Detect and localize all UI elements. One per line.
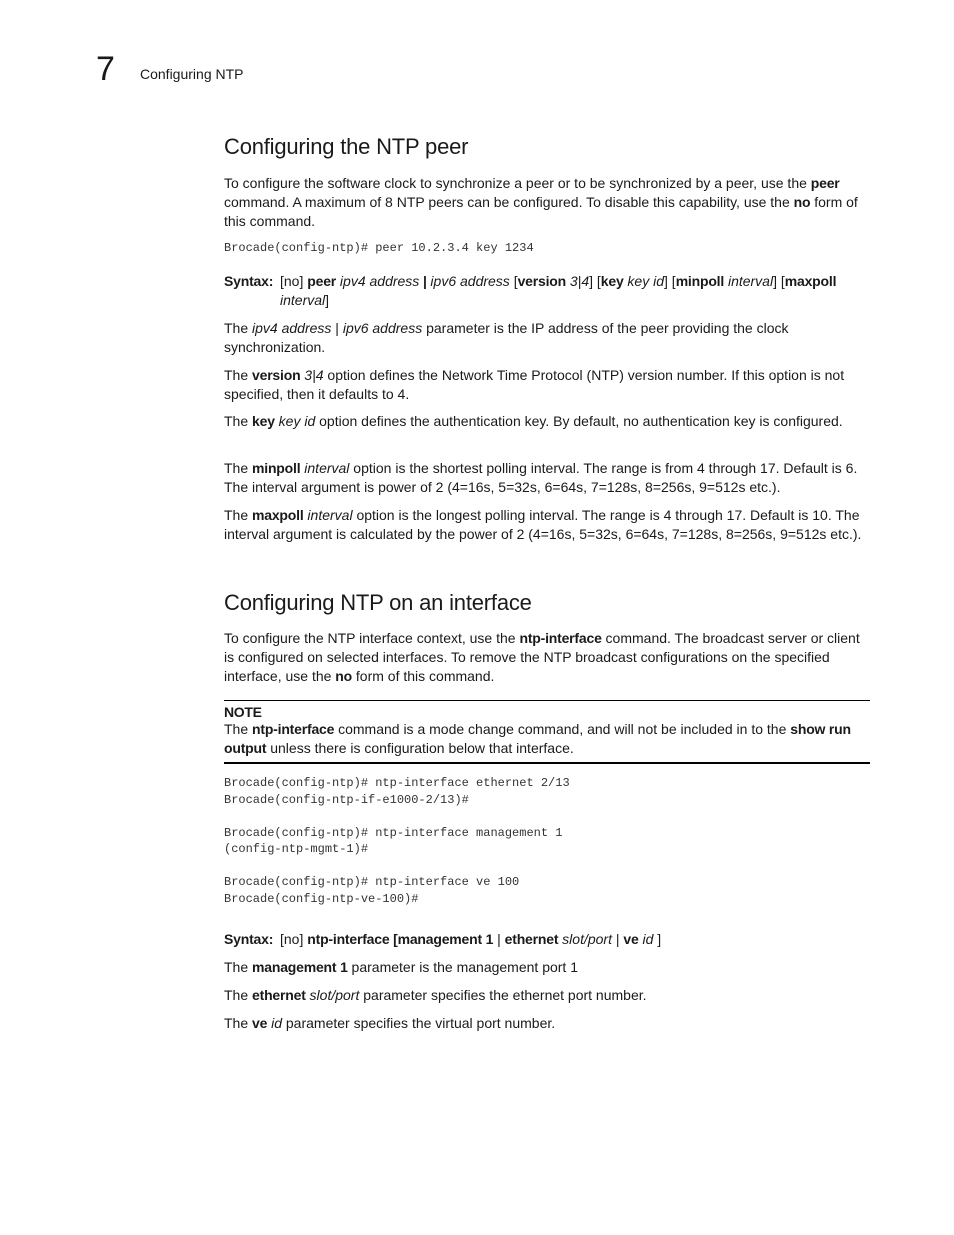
section-title-ntp-interface: Configuring NTP on an interface	[224, 590, 532, 615]
interface-code-example: Brocade(config-ntp)# ntp-interface ethernet 2/13 Brocade(config-ntp-if-e1000-2/13)# Brocade(config-ntp)# ntp-interface management 1 (config-ntp-mgmt-1)# Brocade(config-ntp)# ntp-interface ve 100 Brocade(config-ntp-ve-100)#	[224, 776, 570, 906]
interface-syntax: Syntax: [no] ntp-interface [management 1 | ethernet slot/port | ve id ]	[224, 931, 662, 947]
note-box	[224, 700, 870, 764]
ethernet-paragraph: The ethernet slot/port parameter specifies the ethernet port number.	[224, 987, 647, 1003]
minpoll-paragraph: The minpoll interval option is the shortest polling interval. The range is from 4 through 17. Default is 6. The interval argument is power of 2 (4=16s, 5=32s, 6=64s, 7=128s, 8=256s, 9=512s etc.).	[224, 460, 858, 495]
version-paragraph: The version 3|4 option defines the Network Time Protocol (NTP) version number. If this option is not specified, then it defaults to 4.	[224, 367, 845, 402]
section-title-ntp-peer: Configuring the NTP peer	[224, 134, 469, 159]
syntax-label: Syntax:	[224, 931, 274, 947]
maxpoll-paragraph: The maxpoll interval option is the longest polling interval. The range is 4 through 17. Default is 10. The interval argument is calculated by the power of 2 (4=16s, 5=32s, 6=64s, 7=128s, 8=256s, 9=512s etc.).	[224, 507, 862, 542]
interface-intro-paragraph: To configure the NTP interface context, use the ntp-interface command. The broadcast server or client is configured on selected interfaces. To remove the NTP broadcast configurations on the specified interface, use the no form of this command.	[224, 630, 860, 684]
running-header: Configuring NTP	[140, 66, 244, 82]
note-title: NOTE	[224, 704, 262, 720]
peer-syntax: Syntax: [no] peer ipv4 address | ipv6 address [version 3|4] [key key id] [minpoll interval] [maxpoll interval]	[224, 273, 837, 308]
ve-paragraph: The ve id parameter specifies the virtual port number.	[224, 1015, 556, 1031]
note-text: The ntp-interface command is a mode change command, and will not be included in to the show run output unless there is configuration below that interface.	[224, 721, 851, 756]
ip-address-paragraph: The ipv4 address | ipv6 address parameter is the IP address of the peer providing the clock synchronization.	[224, 320, 789, 355]
peer-code-example: Brocade(config-ntp)# peer 10.2.3.4 key 1234	[224, 241, 534, 255]
chapter-number: 7	[96, 50, 115, 88]
key-paragraph: The key key id option defines the authentication key. By default, no authentication key is configured.	[224, 413, 843, 429]
syntax-label: Syntax:	[224, 273, 274, 289]
management-paragraph: The management 1 parameter is the management port 1	[224, 959, 578, 975]
peer-intro-paragraph: To configure the software clock to synchronize a peer or to be synchronized by a peer, use the peer command. A maximum of 8 NTP peers can be configured. To disable this capability, use the no form of this command.	[224, 175, 858, 229]
